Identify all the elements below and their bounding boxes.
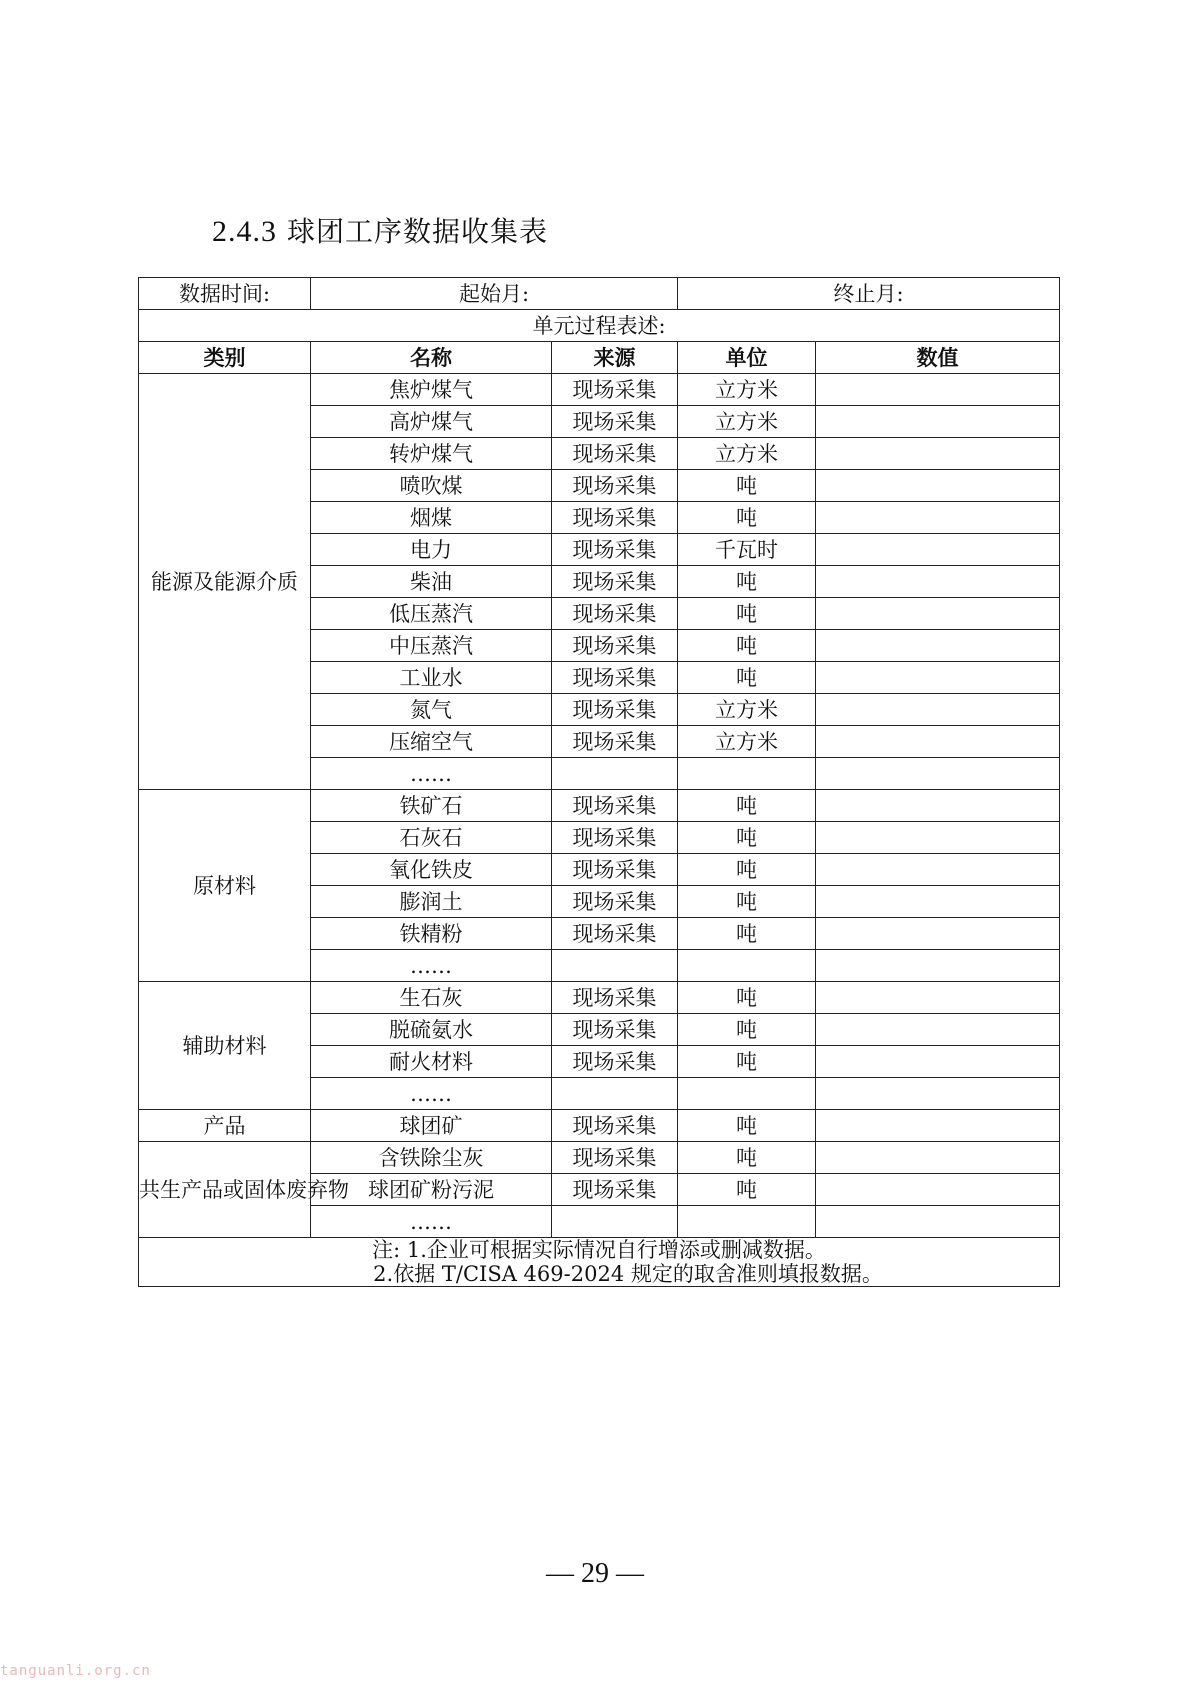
source-cell: 现场采集 xyxy=(552,726,678,758)
source-cell: 现场采集 xyxy=(552,374,678,406)
section-title xyxy=(212,210,548,250)
value-input-cell[interactable] xyxy=(816,438,1060,470)
source-cell: 现场采集 xyxy=(552,1142,678,1174)
value-input-cell[interactable] xyxy=(816,758,1060,790)
unit-cell: 吨 xyxy=(678,1014,816,1046)
value-input-cell[interactable] xyxy=(816,534,1060,566)
unit-cell: 立方米 xyxy=(678,438,816,470)
source-cell: 现场采集 xyxy=(552,982,678,1014)
value-input-cell[interactable] xyxy=(816,502,1060,534)
value-input-cell[interactable] xyxy=(816,374,1060,406)
source-cell: 现场采集 xyxy=(552,470,678,502)
source-cell: 现场采集 xyxy=(552,1014,678,1046)
source-cell: 现场采集 xyxy=(552,1174,678,1206)
category-cell: 辅助材料 xyxy=(139,982,311,1110)
item-name-cell: 球团矿 xyxy=(311,1110,552,1142)
item-name-cell: …… xyxy=(311,950,552,982)
unit-cell: 吨 xyxy=(678,1174,816,1206)
value-input-cell[interactable] xyxy=(816,566,1060,598)
item-name-cell: 脱硫氨水 xyxy=(311,1014,552,1046)
source-cell xyxy=(552,758,678,790)
item-name-cell: 烟煤 xyxy=(311,502,552,534)
category-cell: 共生产品或固体废弃物 xyxy=(139,1142,311,1238)
process-description-field[interactable]: 单元过程表述: xyxy=(139,310,1060,342)
section-number: 2.4.3 xyxy=(212,215,277,248)
note-2: 2.依据 T/CISA 469-2024 规定的取舍准则填报数据。 xyxy=(373,1262,883,1286)
item-name-cell: 铁矿石 xyxy=(311,790,552,822)
value-input-cell[interactable] xyxy=(816,918,1060,950)
notes-cell xyxy=(139,1238,1060,1287)
unit-cell: 吨 xyxy=(678,886,816,918)
value-input-cell[interactable] xyxy=(816,950,1060,982)
value-input-cell[interactable] xyxy=(816,886,1060,918)
item-name-cell: 球团矿粉污泥 xyxy=(311,1174,552,1206)
source-cell: 现场采集 xyxy=(552,1110,678,1142)
unit-cell xyxy=(678,1206,816,1238)
value-input-cell[interactable] xyxy=(816,1206,1060,1238)
source-cell: 现场采集 xyxy=(552,438,678,470)
unit-cell xyxy=(678,758,816,790)
meta-row-time xyxy=(139,278,1060,310)
table-row xyxy=(139,1142,1060,1174)
unit-cell: 吨 xyxy=(678,854,816,886)
value-input-cell[interactable] xyxy=(816,1046,1060,1078)
item-name-cell: 铁精粉 xyxy=(311,918,552,950)
source-cell: 现场采集 xyxy=(552,822,678,854)
table-row xyxy=(139,982,1060,1014)
item-name-cell: 喷吹煤 xyxy=(311,470,552,502)
source-cell: 现场采集 xyxy=(552,886,678,918)
watermark: tanguanli.org.cn xyxy=(0,1663,151,1679)
source-cell xyxy=(552,1206,678,1238)
source-cell: 现场采集 xyxy=(552,854,678,886)
unit-cell: 吨 xyxy=(678,1110,816,1142)
source-cell: 现场采集 xyxy=(552,1046,678,1078)
unit-cell: 吨 xyxy=(678,918,816,950)
value-input-cell[interactable] xyxy=(816,1110,1060,1142)
source-cell: 现场采集 xyxy=(552,566,678,598)
header-value: 数值 xyxy=(816,342,1060,374)
end-month-field[interactable]: 终止月: xyxy=(678,278,1060,310)
item-name-cell: 氧化铁皮 xyxy=(311,854,552,886)
value-input-cell[interactable] xyxy=(816,694,1060,726)
header-source: 来源 xyxy=(552,342,678,374)
section-title-text: 球团工序数据收集表 xyxy=(287,215,549,248)
item-name-cell: 压缩空气 xyxy=(311,726,552,758)
value-input-cell[interactable] xyxy=(816,662,1060,694)
item-name-cell: 中压蒸汽 xyxy=(311,630,552,662)
meta-row-process xyxy=(139,310,1060,342)
start-month-field[interactable]: 起始月: xyxy=(311,278,678,310)
unit-cell: 吨 xyxy=(678,1046,816,1078)
table-row xyxy=(139,374,1060,406)
page-number: — 29 — xyxy=(546,1558,644,1589)
unit-cell: 吨 xyxy=(678,1142,816,1174)
source-cell xyxy=(552,1078,678,1110)
value-input-cell[interactable] xyxy=(816,854,1060,886)
value-input-cell[interactable] xyxy=(816,1174,1060,1206)
unit-cell: 吨 xyxy=(678,982,816,1014)
item-name-cell: …… xyxy=(311,758,552,790)
item-name-cell: 耐火材料 xyxy=(311,1046,552,1078)
unit-cell: 吨 xyxy=(678,662,816,694)
source-cell: 现场采集 xyxy=(552,694,678,726)
data-collection-table xyxy=(138,277,1060,1287)
value-input-cell[interactable] xyxy=(816,598,1060,630)
unit-cell: 吨 xyxy=(678,566,816,598)
unit-cell: 立方米 xyxy=(678,374,816,406)
category-cell: 能源及能源介质 xyxy=(139,374,311,790)
item-name-cell: 膨润土 xyxy=(311,886,552,918)
source-cell: 现场采集 xyxy=(552,918,678,950)
item-name-cell: 工业水 xyxy=(311,662,552,694)
item-name-cell: 柴油 xyxy=(311,566,552,598)
source-cell: 现场采集 xyxy=(552,598,678,630)
item-name-cell: 含铁除尘灰 xyxy=(311,1142,552,1174)
unit-cell: 吨 xyxy=(678,790,816,822)
value-input-cell[interactable] xyxy=(816,1142,1060,1174)
category-cell: 产品 xyxy=(139,1110,311,1142)
source-cell xyxy=(552,950,678,982)
item-name-cell: 低压蒸汽 xyxy=(311,598,552,630)
header-category: 类别 xyxy=(139,342,311,374)
source-cell: 现场采集 xyxy=(552,790,678,822)
note-1: 注: 1.企业可根据实际情况自行增添或删减数据。 xyxy=(372,1238,826,1262)
header-name: 名称 xyxy=(311,342,552,374)
unit-cell: 吨 xyxy=(678,470,816,502)
data-time-label: 数据时间: xyxy=(139,278,311,310)
source-cell: 现场采集 xyxy=(552,502,678,534)
unit-cell xyxy=(678,1078,816,1110)
value-input-cell[interactable] xyxy=(816,630,1060,662)
item-name-cell: 转炉煤气 xyxy=(311,438,552,470)
unit-cell: 千瓦时 xyxy=(678,534,816,566)
item-name-cell: 焦炉煤气 xyxy=(311,374,552,406)
item-name-cell: …… xyxy=(311,1078,552,1110)
unit-cell: 立方米 xyxy=(678,694,816,726)
value-input-cell[interactable] xyxy=(816,822,1060,854)
table-row xyxy=(139,790,1060,822)
value-input-cell[interactable] xyxy=(816,1014,1060,1046)
item-name-cell: 氮气 xyxy=(311,694,552,726)
item-name-cell: …… xyxy=(311,1206,552,1238)
value-input-cell[interactable] xyxy=(816,470,1060,502)
table-row xyxy=(139,1110,1060,1142)
notes-row xyxy=(139,1238,1060,1287)
unit-cell: 吨 xyxy=(678,598,816,630)
value-input-cell[interactable] xyxy=(816,982,1060,1014)
unit-cell: 立方米 xyxy=(678,406,816,438)
unit-cell: 吨 xyxy=(678,502,816,534)
source-cell: 现场采集 xyxy=(552,630,678,662)
category-cell: 原材料 xyxy=(139,790,311,982)
unit-cell: 吨 xyxy=(678,630,816,662)
unit-cell: 立方米 xyxy=(678,726,816,758)
value-input-cell[interactable] xyxy=(816,726,1060,758)
header-unit: 单位 xyxy=(678,342,816,374)
value-input-cell[interactable] xyxy=(816,1078,1060,1110)
table-header xyxy=(139,342,1060,374)
source-cell: 现场采集 xyxy=(552,406,678,438)
unit-cell xyxy=(678,950,816,982)
value-input-cell[interactable] xyxy=(816,406,1060,438)
unit-cell: 吨 xyxy=(678,822,816,854)
item-name-cell: 高炉煤气 xyxy=(311,406,552,438)
value-input-cell[interactable] xyxy=(816,790,1060,822)
item-name-cell: 电力 xyxy=(311,534,552,566)
source-cell: 现场采集 xyxy=(552,534,678,566)
item-name-cell: 石灰石 xyxy=(311,822,552,854)
source-cell: 现场采集 xyxy=(552,662,678,694)
item-name-cell: 生石灰 xyxy=(311,982,552,1014)
